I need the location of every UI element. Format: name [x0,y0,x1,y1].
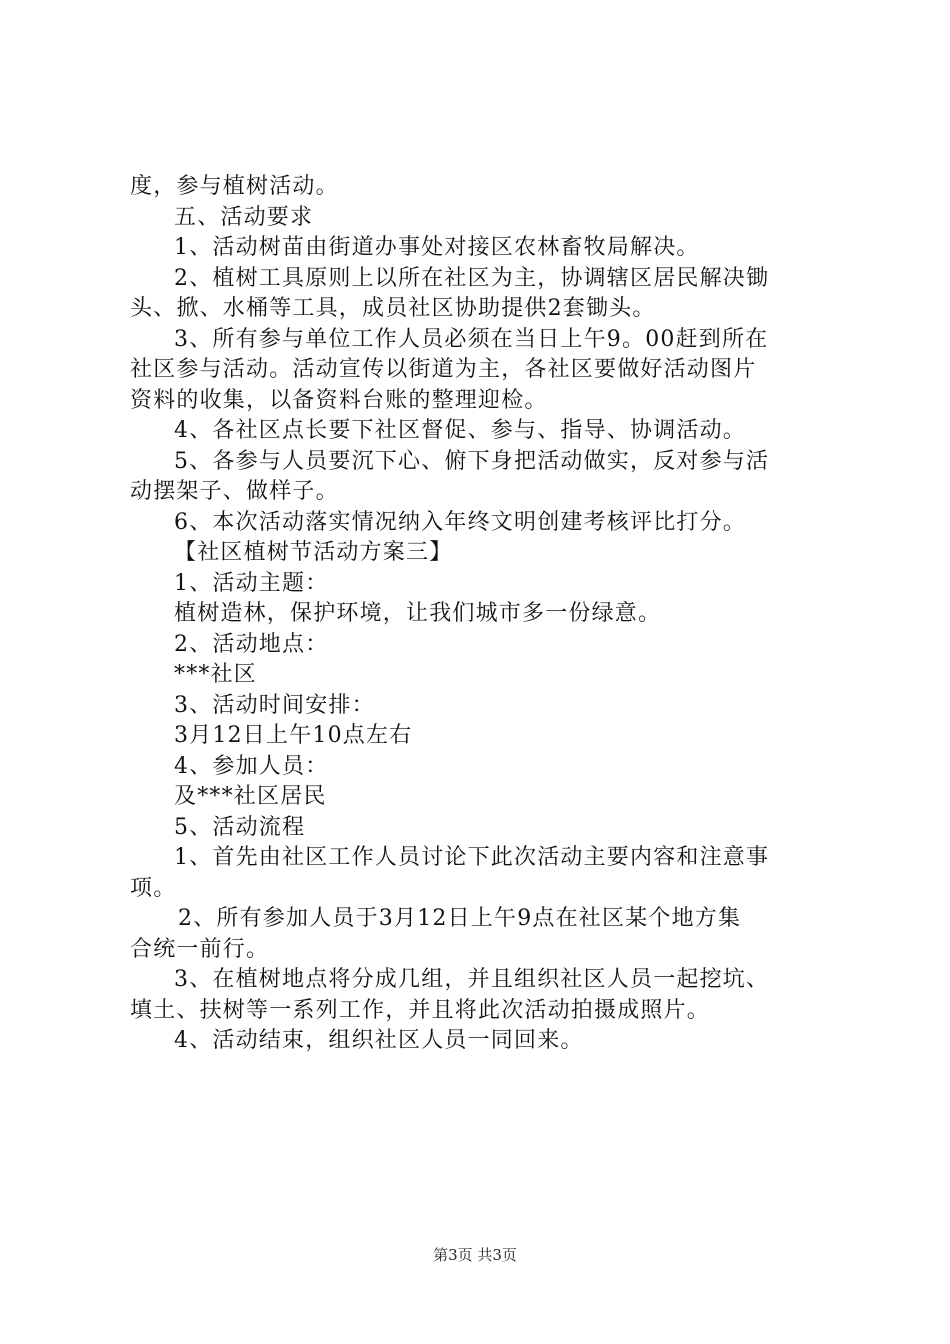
text-line: 1、活动主题： [174,570,329,596]
text-line: 1、活动树苗由街道办事处对接区农林畜牧局解决。 [174,235,700,260]
document-body [130,172,830,1057]
text-line: 填土、扶树等一系列工作，并且将此次活动拍摄成照片。 [130,997,711,1023]
text-line: 4、活动结束，组织社区人员一同回来。 [174,1028,584,1053]
text-line: 植树造林，保护环境，让我们城市多一份绿意。 [174,601,662,626]
text-line: 3、在植树地点将分成几组，并且组织社区人员一起挖坑、 [174,967,770,992]
text-line: 动摆架子、做样子。 [130,479,339,504]
text-line: 及***社区居民 [174,784,327,809]
page-footer: 第3页 共3页 [433,1246,517,1264]
text-line: 社区参与活动。活动宣传以街道为主，各社区要做好活动图片 [130,357,757,382]
text-line: 【社区植树节活动方案三】 [174,540,453,565]
text-line: 3、活动时间安排： [174,692,375,718]
text-line: 2、所有参加人员于3月12日上午9点在社区某个地方集 [178,906,742,931]
text-line: 3、所有参与单位工作人员必须在当日上午9。00赶到所在 [174,326,769,352]
text-line: 项。 [130,875,177,901]
text-line: 2、植树工具原则上以所在社区为主，协调辖区居民解决锄 [174,265,770,291]
text-line: 6、本次活动落实情况纳入年终文明创建考核评比打分。 [174,509,746,535]
text-line: 合统一前行。 [130,936,270,962]
text-line: ***社区 [174,662,258,687]
text-line: 五、活动要求 [174,204,314,230]
text-line: 3月12日上午10点左右 [174,723,413,748]
text-line: 头、掀、水桶等工具，成员社区协助提供2套锄头。 [130,296,656,321]
text-line: 4、各社区点长要下社区督促、参与、指导、协调活动。 [174,418,746,443]
text-line: 5、各参与人员要沉下心、俯下身把活动做实，反对参与活 [174,448,770,474]
text-line: 4、参加人员： [174,753,329,779]
text-line: 1、首先由社区工作人员讨论下此次活动主要内容和注意事 [174,845,770,870]
text-line: 2、活动地点： [174,631,329,657]
text-line: 资料的收集，以备资料台账的整理迎检。 [130,387,548,413]
text-line: 度，参与植树活动。 [130,174,339,199]
text-line: 5、活动流程 [174,814,306,840]
